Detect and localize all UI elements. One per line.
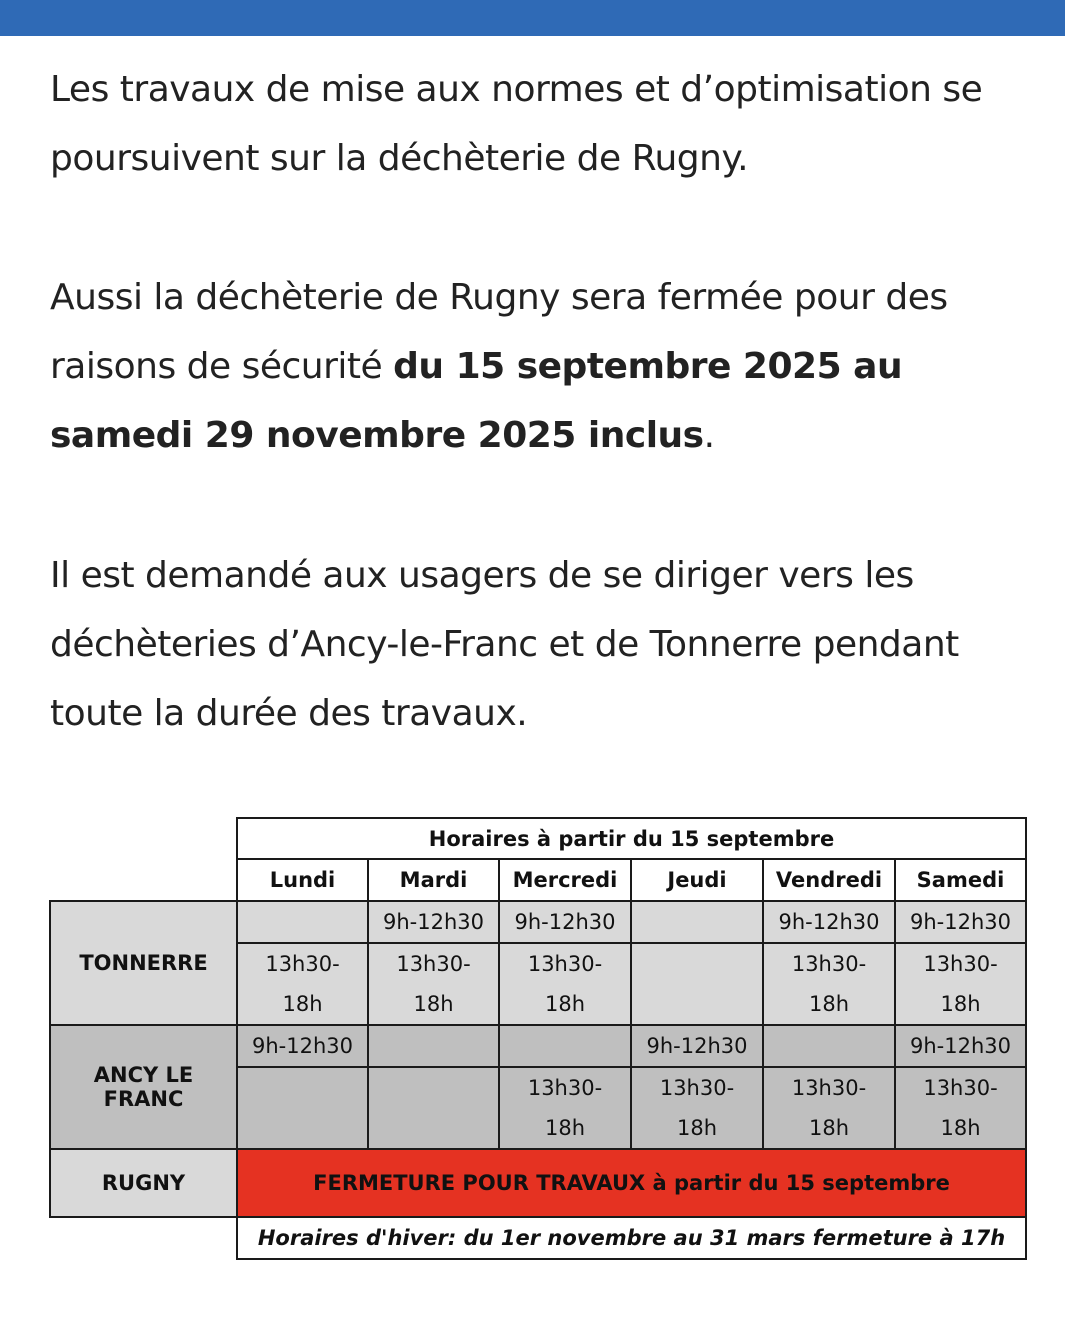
- table-corner: [50, 859, 237, 901]
- day-header-vendredi: Vendredi: [763, 859, 895, 901]
- paragraph-closure-dates: [50, 263, 1040, 470]
- paragraph-line: [50, 332, 1040, 401]
- paragraph-line: toute la durée des travaux.: [50, 693, 528, 734]
- day-header-jeudi: Jeudi: [631, 859, 763, 901]
- hours-cell: 13h30- 18h: [368, 943, 499, 1025]
- hours-cell: 13h30- 18h: [499, 943, 631, 1025]
- site-label-ancy-le-franc: ANCY LE FRANC: [50, 1025, 237, 1149]
- hours-cell: [368, 1025, 499, 1067]
- hours-cell: 9h-12h30: [631, 1025, 763, 1067]
- paragraph-line: Aussi la déchèterie de Rugny sera fermée pour des: [50, 277, 948, 318]
- paragraph-line: Les travaux de mise aux normes et d’optimisation se: [50, 69, 983, 110]
- paragraph-works-intro: [50, 55, 1040, 193]
- hours-cell: [368, 1067, 499, 1149]
- paragraph-text: raisons de sécurité: [50, 346, 394, 387]
- paragraph-text: .: [703, 415, 715, 456]
- closure-start-date: du 15 septembre 2025 au: [393, 346, 903, 387]
- paragraph-line: poursuivent sur la déchèterie de Rugny.: [50, 138, 749, 179]
- day-header-lundi: Lundi: [237, 859, 368, 901]
- hours-cell: [237, 901, 368, 943]
- paragraph-line: déchèteries d’Ancy-le-Franc et de Tonnerre pendant: [50, 624, 959, 665]
- winter-hours-note: Horaires d'hiver: du 1er novembre au 31 mars fermeture à 17h: [237, 1217, 1026, 1259]
- hours-cell: 9h-12h30: [895, 901, 1026, 943]
- paragraph-line: [50, 401, 1040, 470]
- closure-end-date: samedi 29 novembre 2025 inclus: [50, 415, 704, 456]
- day-header-samedi: Samedi: [895, 859, 1026, 901]
- table-corner: [50, 818, 237, 859]
- hours-cell: [631, 943, 763, 1025]
- hours-cell: 9h-12h30: [499, 901, 631, 943]
- hours-cell: [631, 901, 763, 943]
- hours-cell: [237, 1067, 368, 1149]
- hours-cell: 13h30- 18h: [763, 943, 895, 1025]
- hours-cell: 13h30- 18h: [499, 1067, 631, 1149]
- schedule-title: Horaires à partir du 15 septembre: [237, 818, 1026, 859]
- hours-cell: 13h30- 18h: [237, 943, 368, 1025]
- hours-cell: 13h30- 18h: [895, 1067, 1026, 1149]
- site-label-rugny: RUGNY: [50, 1149, 237, 1217]
- closure-banner: FERMETURE POUR TRAVAUX à partir du 15 septembre: [237, 1149, 1026, 1217]
- hours-cell: 13h30- 18h: [763, 1067, 895, 1149]
- hours-cell: [763, 1025, 895, 1067]
- hours-cell: 9h-12h30: [368, 901, 499, 943]
- hours-cell: 9h-12h30: [895, 1025, 1026, 1067]
- day-header-mardi: Mardi: [368, 859, 499, 901]
- paragraph-redirect: [50, 541, 1040, 748]
- hours-cell: 9h-12h30: [763, 901, 895, 943]
- hours-cell: 9h-12h30: [237, 1025, 368, 1067]
- paragraph-line: Il est demandé aux usagers de se diriger vers les: [50, 555, 914, 596]
- site-label-tonnerre: TONNERRE: [50, 901, 237, 1025]
- top-header-bar: [0, 0, 1065, 36]
- table-corner: [50, 1217, 237, 1259]
- schedule-table: [49, 817, 1027, 1260]
- day-header-mercredi: Mercredi: [499, 859, 631, 901]
- hours-cell: 13h30- 18h: [895, 943, 1026, 1025]
- hours-cell: 13h30- 18h: [631, 1067, 763, 1149]
- hours-cell: [499, 1025, 631, 1067]
